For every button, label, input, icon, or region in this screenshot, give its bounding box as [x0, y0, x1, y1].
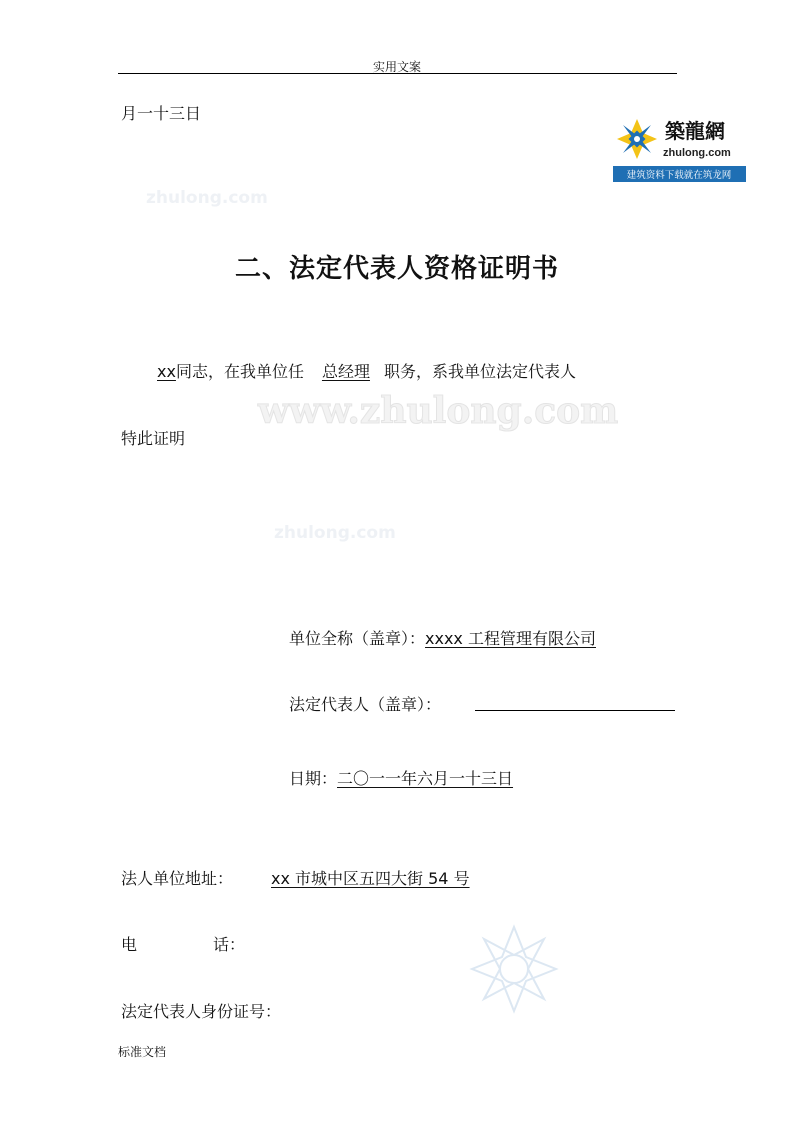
logo-graphic — [613, 116, 746, 182]
watermark-big: www.zhulong.com — [258, 390, 619, 432]
certification-paragraph — [157, 359, 576, 382]
person-name: xx — [157, 362, 176, 381]
header-divider — [118, 73, 677, 74]
logo-domain: zhulong.com — [663, 147, 731, 159]
watermark-emblem-icon — [468, 924, 560, 1018]
address-row — [121, 866, 470, 889]
unit-name-row — [289, 626, 596, 649]
date-row — [289, 766, 513, 789]
phone-label-start: 电 — [121, 935, 138, 954]
paragraph-text-2: 职务，系我单位法定代表人 — [383, 362, 576, 381]
position-value: 总经理 — [321, 362, 370, 381]
logo-emblem-icon — [617, 119, 657, 159]
date-fragment: 月一十三日 — [121, 104, 202, 123]
date-value: 二〇一一年六月一十三日 — [337, 769, 514, 788]
proof-line: 特此证明 — [121, 429, 186, 448]
page-footer: 标准文档 — [118, 1045, 167, 1059]
watermark-small-top: zhulong.com — [146, 188, 268, 208]
logo-slogan: 建筑资料下载就在筑龙网 — [626, 170, 732, 181]
document-title: 二、法定代表人资格证明书 — [234, 254, 559, 284]
paragraph-text-1: 同志，在我单位任 — [175, 362, 304, 381]
zhulong-logo — [613, 116, 746, 182]
id-number-label: 法定代表人身份证号： — [121, 1002, 282, 1021]
legal-rep-label: 法定代表人（盖章）： — [289, 695, 442, 714]
legal-rep-row — [289, 692, 441, 715]
date-label: 日期： — [289, 769, 338, 788]
phone-label-end: 话： — [213, 935, 246, 954]
address-label: 法人单位地址： — [121, 869, 234, 888]
address-value: xx 市城中区五四大街 54 号 — [271, 869, 470, 888]
watermark-small-middle: zhulong.com — [274, 523, 396, 543]
unit-name-value: xxxx 工程管理有限公司 — [425, 629, 596, 648]
logo-chinese-name: 築龍網 — [665, 119, 725, 143]
legal-rep-signature-line — [475, 710, 675, 711]
unit-name-label: 单位全称（盖章）： — [289, 629, 426, 648]
page-header: 实用文案 — [372, 60, 421, 74]
